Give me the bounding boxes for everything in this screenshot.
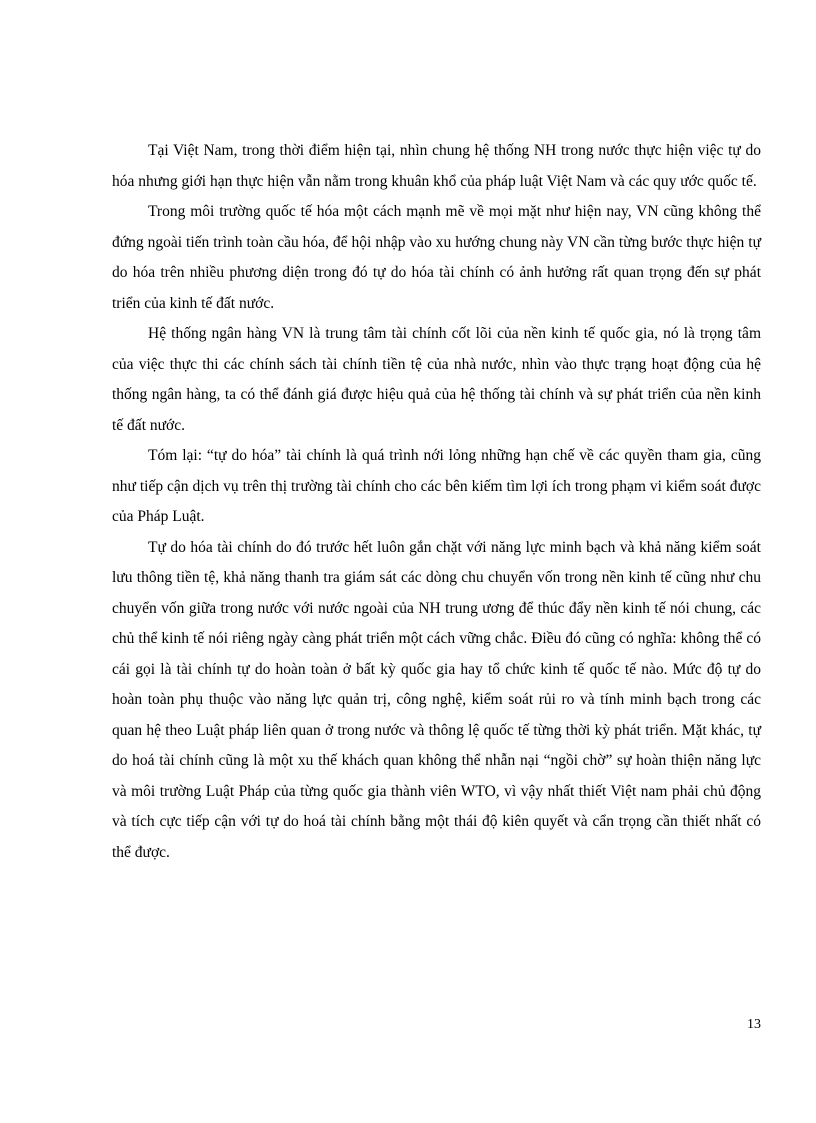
body-text xyxy=(112,136,761,868)
paragraph-1: Tại Việt Nam, trong thời điểm hiện tại, nhìn chung hệ thống NH trong nước thực hiện việc tự do hóa nhưng giới hạn thực hiện vẫn nằm trong khuân khổ của pháp luật Việt Nam và các quy ước quốc tế. xyxy=(112,142,761,190)
paragraph-4: Tóm lại: “tự do hóa” tài chính là quá trình nới lỏng những hạn chế về các quyền tham gia, cũng như tiếp cận dịch vụ trên thị trường tài chính cho các bên kiếm tìm lợi ích trong phạm vi kiểm soát được của Pháp Luật. xyxy=(112,447,761,525)
paragraph-2: Trong môi trường quốc tế hóa một cách mạnh mẽ về mọi mặt như hiện nay, VN cũng không thể đứng ngoài tiến trình toàn cầu hóa, để hội nhập vào xu hướng chung này VN cần từng bước thực hiện tự do hóa trên nhiều phương diện trong đó tự do hóa tài chính có ảnh hưởng rất quan trọng đến sự phát triển của kinh tế đất nước. xyxy=(112,203,761,312)
page-number: 13 xyxy=(747,1017,761,1032)
paragraph-3: Hệ thống ngân hàng VN là trung tâm tài chính cốt lõi của nền kinh tế quốc gia, nó là trọng tâm của việc thực thi các chính sách tài chính tiền tệ của nhà nước, nhìn vào thực trạng hoạt động của hệ thống ngân hàng, ta có thể đánh giá được hiệu quả của hệ thống tài chính và sự phát triển của nền kinh tế đất nước. xyxy=(112,325,761,434)
paragraph-5: Tự do hóa tài chính do đó trước hết luôn gắn chặt với năng lực minh bạch và khả năng kiểm soát lưu thông tiền tệ, khả năng thanh tra giám sát các dòng chu chuyển vốn trong nền kinh tế cũng như chu chuyển vốn giữa trong nước với nước ngoài của NH trung ương để thúc đẩy nền kinh tế nói chung, các chủ thể kinh tế nói riêng ngày càng phát triển một cách vững chắc. Điều đó cũng có nghĩa: không thể có cái gọi là tài chính tự do hoàn toàn ở bất kỳ quốc gia hay tổ chức kinh tế quốc tế nào. Mức độ tự do hoàn toàn phụ thuộc vào năng lực quản trị, công nghệ, kiểm soát rủi ro và tính minh bạch trong các quan hệ theo Luật pháp liên quan ở trong nước và thông lệ quốc tế từng thời kỳ phát triển. Mặt khác, tự do hoá tài chính cũng là một xu thế khách quan không thể nhẫn nại “ngồi chờ” sự hoàn thiện năng lực và môi trường Luật Pháp của từng quốc gia thành viên WTO, vì vậy nhất thiết Việt nam phải chủ động và tích cực tiếp cận với tự do hoá tài chính bằng một thái độ kiên quyết và cẩn trọng cần thiết nhất có thể được. xyxy=(112,538,761,861)
